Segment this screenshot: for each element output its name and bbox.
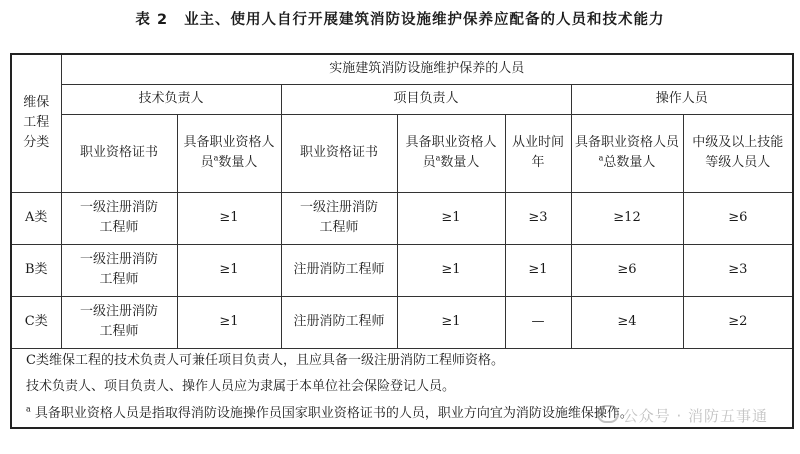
header-op-total: 具备职业资格人员$^a$总数量人: [571, 114, 683, 192]
table-title: [0, 8, 800, 29]
header-op-senior: 中级及以上技能等级人员人: [683, 114, 793, 192]
table-row: [11, 244, 793, 296]
header-operators: 操作人员: [571, 84, 793, 114]
cell-class: B类: [11, 244, 61, 296]
cell-op-senior: ≥2: [683, 296, 793, 348]
cell-proj-cert: 注册消防工程师: [281, 244, 397, 296]
cell-years: —: [505, 296, 571, 348]
cell-tech-cert: 一级注册消防工程师: [61, 244, 177, 296]
table-note-1: C类维保工程的技术负责人可兼任项目负责人，且应具备一级注册消防工程师资格。: [11, 348, 793, 374]
header-tech-count: 具备职业资格人员$^a$数量人: [177, 114, 281, 192]
cell-tech-cert: 一级注册消防工程师: [61, 192, 177, 244]
table-note-2: 技术负责人、项目负责人、操作人员应为隶属于本单位社会保险登记人员。: [11, 374, 793, 400]
table-caption: 业主、使用人自行开展建筑消防设施维护保养应配备的人员和技术能力: [184, 12, 665, 28]
cell-tech-count: ≥1: [177, 296, 281, 348]
cell-tech-cert: 一级注册消防工程师: [61, 296, 177, 348]
table-row: [11, 296, 793, 348]
cell-op-total: ≥12: [571, 192, 683, 244]
header-proj-cert: 职业资格证书: [281, 114, 397, 192]
cell-op-senior: ≥6: [683, 192, 793, 244]
cell-proj-count: ≥1: [397, 244, 505, 296]
table-footnote: $^a$ 具备职业资格人员是指取得消防设施操作员国家职业资格证书的人员，职业方向宜为消防设施维保操作。: [11, 400, 793, 428]
watermark: 公众号 · 消防五事通: [597, 405, 768, 426]
cell-tech-count: ≥1: [177, 244, 281, 296]
cell-years: ≥1: [505, 244, 571, 296]
header-group: 实施建筑消防设施维护保养的人员: [61, 54, 793, 84]
cell-tech-count: ≥1: [177, 192, 281, 244]
cell-op-total: ≥4: [571, 296, 683, 348]
header-tech-cert: 职业资格证书: [61, 114, 177, 192]
table-row: [11, 192, 793, 244]
cell-proj-cert: 一级注册消防工程师: [281, 192, 397, 244]
wechat-icon: [597, 405, 619, 423]
header-proj-count: 具备职业资格人员$^a$数量人: [397, 114, 505, 192]
cell-proj-cert: 注册消防工程师: [281, 296, 397, 348]
header-years: 从业时间年: [505, 114, 571, 192]
header-category: 维保工程分类: [11, 54, 61, 192]
table-number: 表 2: [135, 12, 169, 28]
header-tech-lead: 技术负责人: [61, 84, 281, 114]
cell-years: ≥3: [505, 192, 571, 244]
cell-op-total: ≥6: [571, 244, 683, 296]
staffing-table: [10, 53, 794, 429]
cell-class: C类: [11, 296, 61, 348]
cell-class: A类: [11, 192, 61, 244]
cell-proj-count: ≥1: [397, 192, 505, 244]
cell-proj-count: ≥1: [397, 296, 505, 348]
header-project-lead: 项目负责人: [281, 84, 571, 114]
cell-op-senior: ≥3: [683, 244, 793, 296]
